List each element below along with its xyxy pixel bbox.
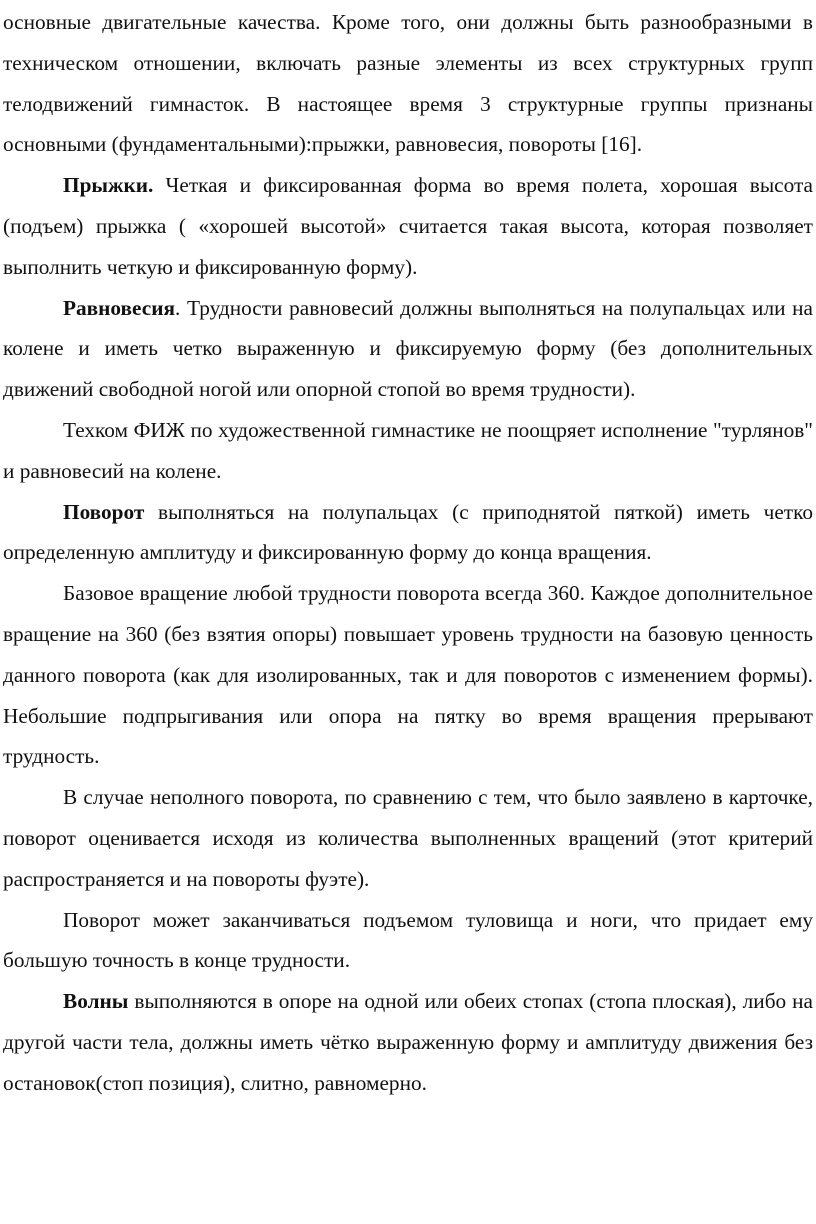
paragraph-pivot-ending [3, 900, 813, 982]
term-balances: Равновесия [63, 295, 176, 320]
paragraph-pivot [3, 492, 813, 574]
paragraph-text: Техком ФИЖ по художественной гимнастике не поощряет исполнение "турлянов" и равновесий на колене. [3, 417, 813, 483]
paragraph-text: . Трудности равновесий должны выполняться на полупальцах или на колене и иметь четко выраженную и фиксируемую форму (без дополнительных движений свободной ногой или опорной стопой во время трудности). [3, 295, 813, 402]
paragraph-text: Четкая и фиксированная форма во время полета, хорошая высота (подъем) прыжка ( «хорошей высотой» считается такая высота, которая позволяет выполнить четкую и фиксированную форму). [3, 173, 813, 279]
paragraph-incomplete-rotation [3, 777, 813, 899]
term-pivot: Поворот [63, 499, 145, 524]
paragraph-text: В случае неполного поворота, по сравнению с тем, что было заявлено в карточке, поворот оценивается исходя из количества выполненных вращений (этот критерий распространяется и на повороты фуэте). [3, 785, 813, 891]
paragraph-waves [3, 981, 813, 1103]
term-waves: Волны [63, 989, 129, 1014]
paragraph-balances [3, 288, 813, 410]
paragraph-text: выполняются в опоре на одной или обеих стопах (стопа плоская), либо на другой части тела, должны иметь чётко выраженную форму и амплитуду движения без остановок(стоп позиция), слитно, равномерно. [3, 989, 813, 1095]
paragraph-intro-continuation [3, 2, 813, 165]
term-jumps: Прыжки. [63, 173, 154, 198]
paragraph-text: основные двигательные качества. Кроме того, они должны быть разнообразными в техническом отношении, включать разные элементы из всех структурных групп телодвижений гимнасток. В настоящее время 3 структурные группы признаны основными (фундаментальными):прыжки, равновесия, повороты [16]. [3, 10, 813, 157]
paragraph-text: Поворот может заканчиваться подъемом туловища и ноги, что придает ему большую точность в конце трудности. [3, 907, 813, 973]
paragraph-techcom [3, 410, 813, 492]
paragraph-jumps [3, 165, 813, 287]
document-page [3, 2, 813, 1104]
paragraph-text: выполняться на полупальцах (с приподнятой пяткой) иметь четко определенную амплитуду и фиксированную форму до конца вращения. [3, 499, 813, 565]
paragraph-base-rotation [3, 573, 813, 777]
paragraph-text: Базовое вращение любой трудности поворота всегда 360. Каждое дополнительное вращение на 360 (без взятия опоры) повышает уровень трудности на базовую ценность данного поворота (как для изолированных, так и для поворотов с изменением формы). Небольшие подпрыгивания или опора на пятку во время вращения прерывают трудность. [3, 581, 813, 769]
